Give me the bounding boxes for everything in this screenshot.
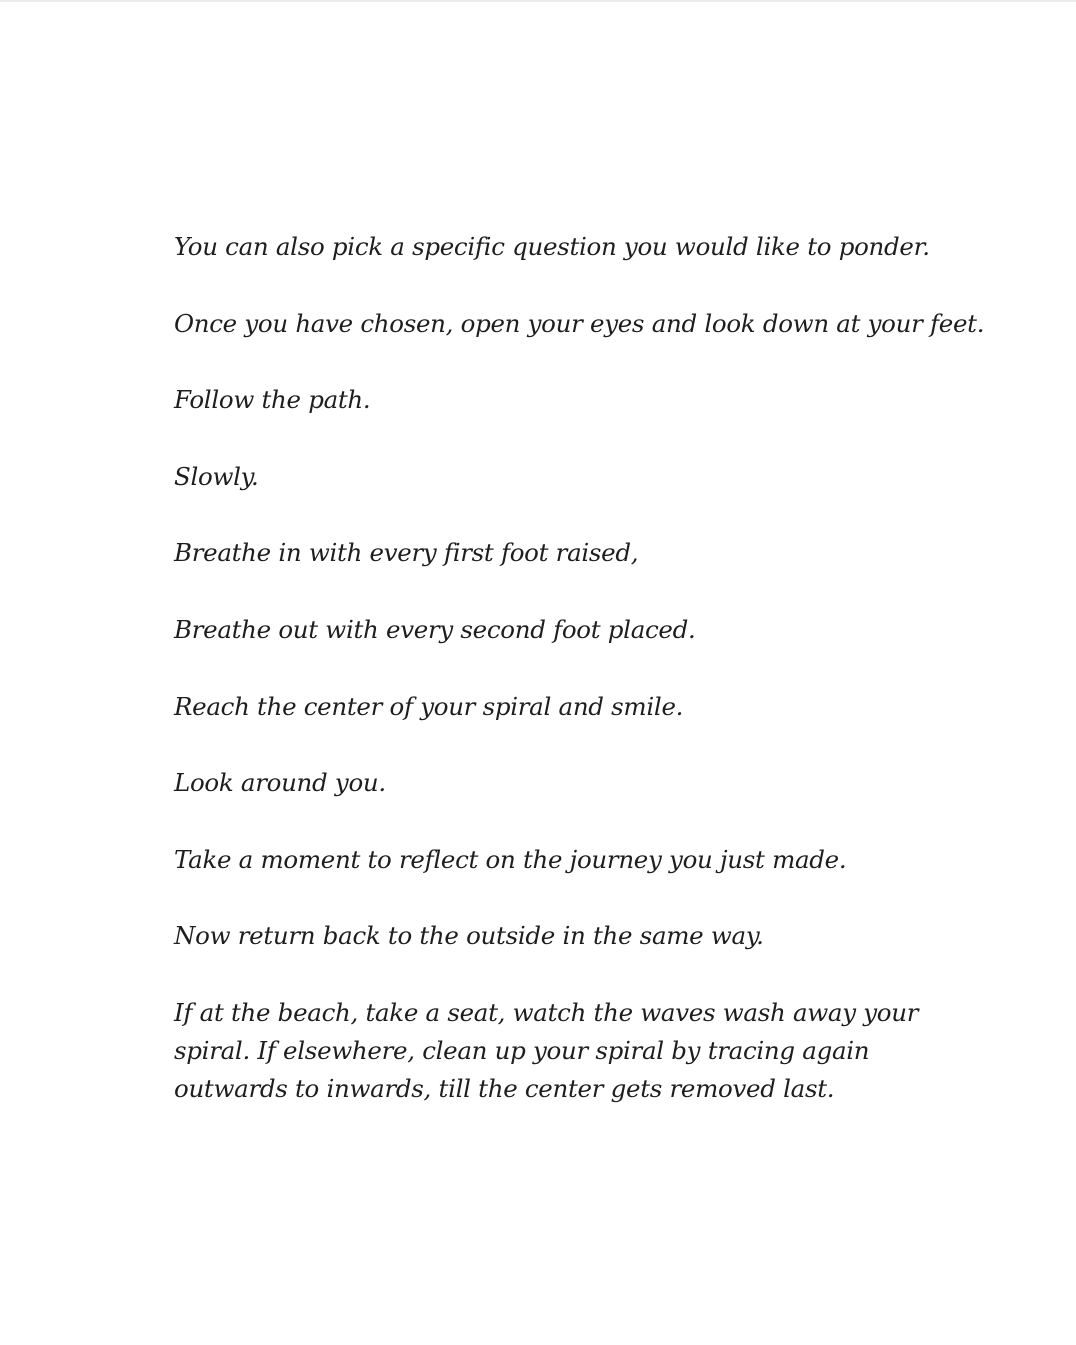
final-paragraph: If at the beach, take a seat, watch the waves wash away your spiral. If elsewhere, clean up your spiral by tracing again outwards to inwards, till the center gets removed last. — [174, 997, 919, 1103]
text-line: You can also pick a specific question you would like to ponder. — [174, 232, 930, 261]
text-line: Breathe out with every second foot placed. — [174, 614, 696, 644]
text-line: Look around you. — [174, 768, 386, 798]
text-line: Breathe in with every first foot raised, — [174, 538, 639, 568]
text-line: Now return back to the outside in the same way. — [174, 921, 764, 951]
text-line: Follow the path. — [174, 385, 371, 415]
text-line: Once you have chosen, open your eyes and look down at your feet. — [174, 308, 985, 338]
text-line: Take a moment to reflect on the journey you just made. — [174, 844, 847, 874]
top-border — [0, 0, 1076, 2]
text-line: Reach the center of your spiral and smile. — [174, 691, 684, 721]
text-line: Slowly. — [174, 461, 259, 491]
document-body — [174, 228, 985, 1108]
